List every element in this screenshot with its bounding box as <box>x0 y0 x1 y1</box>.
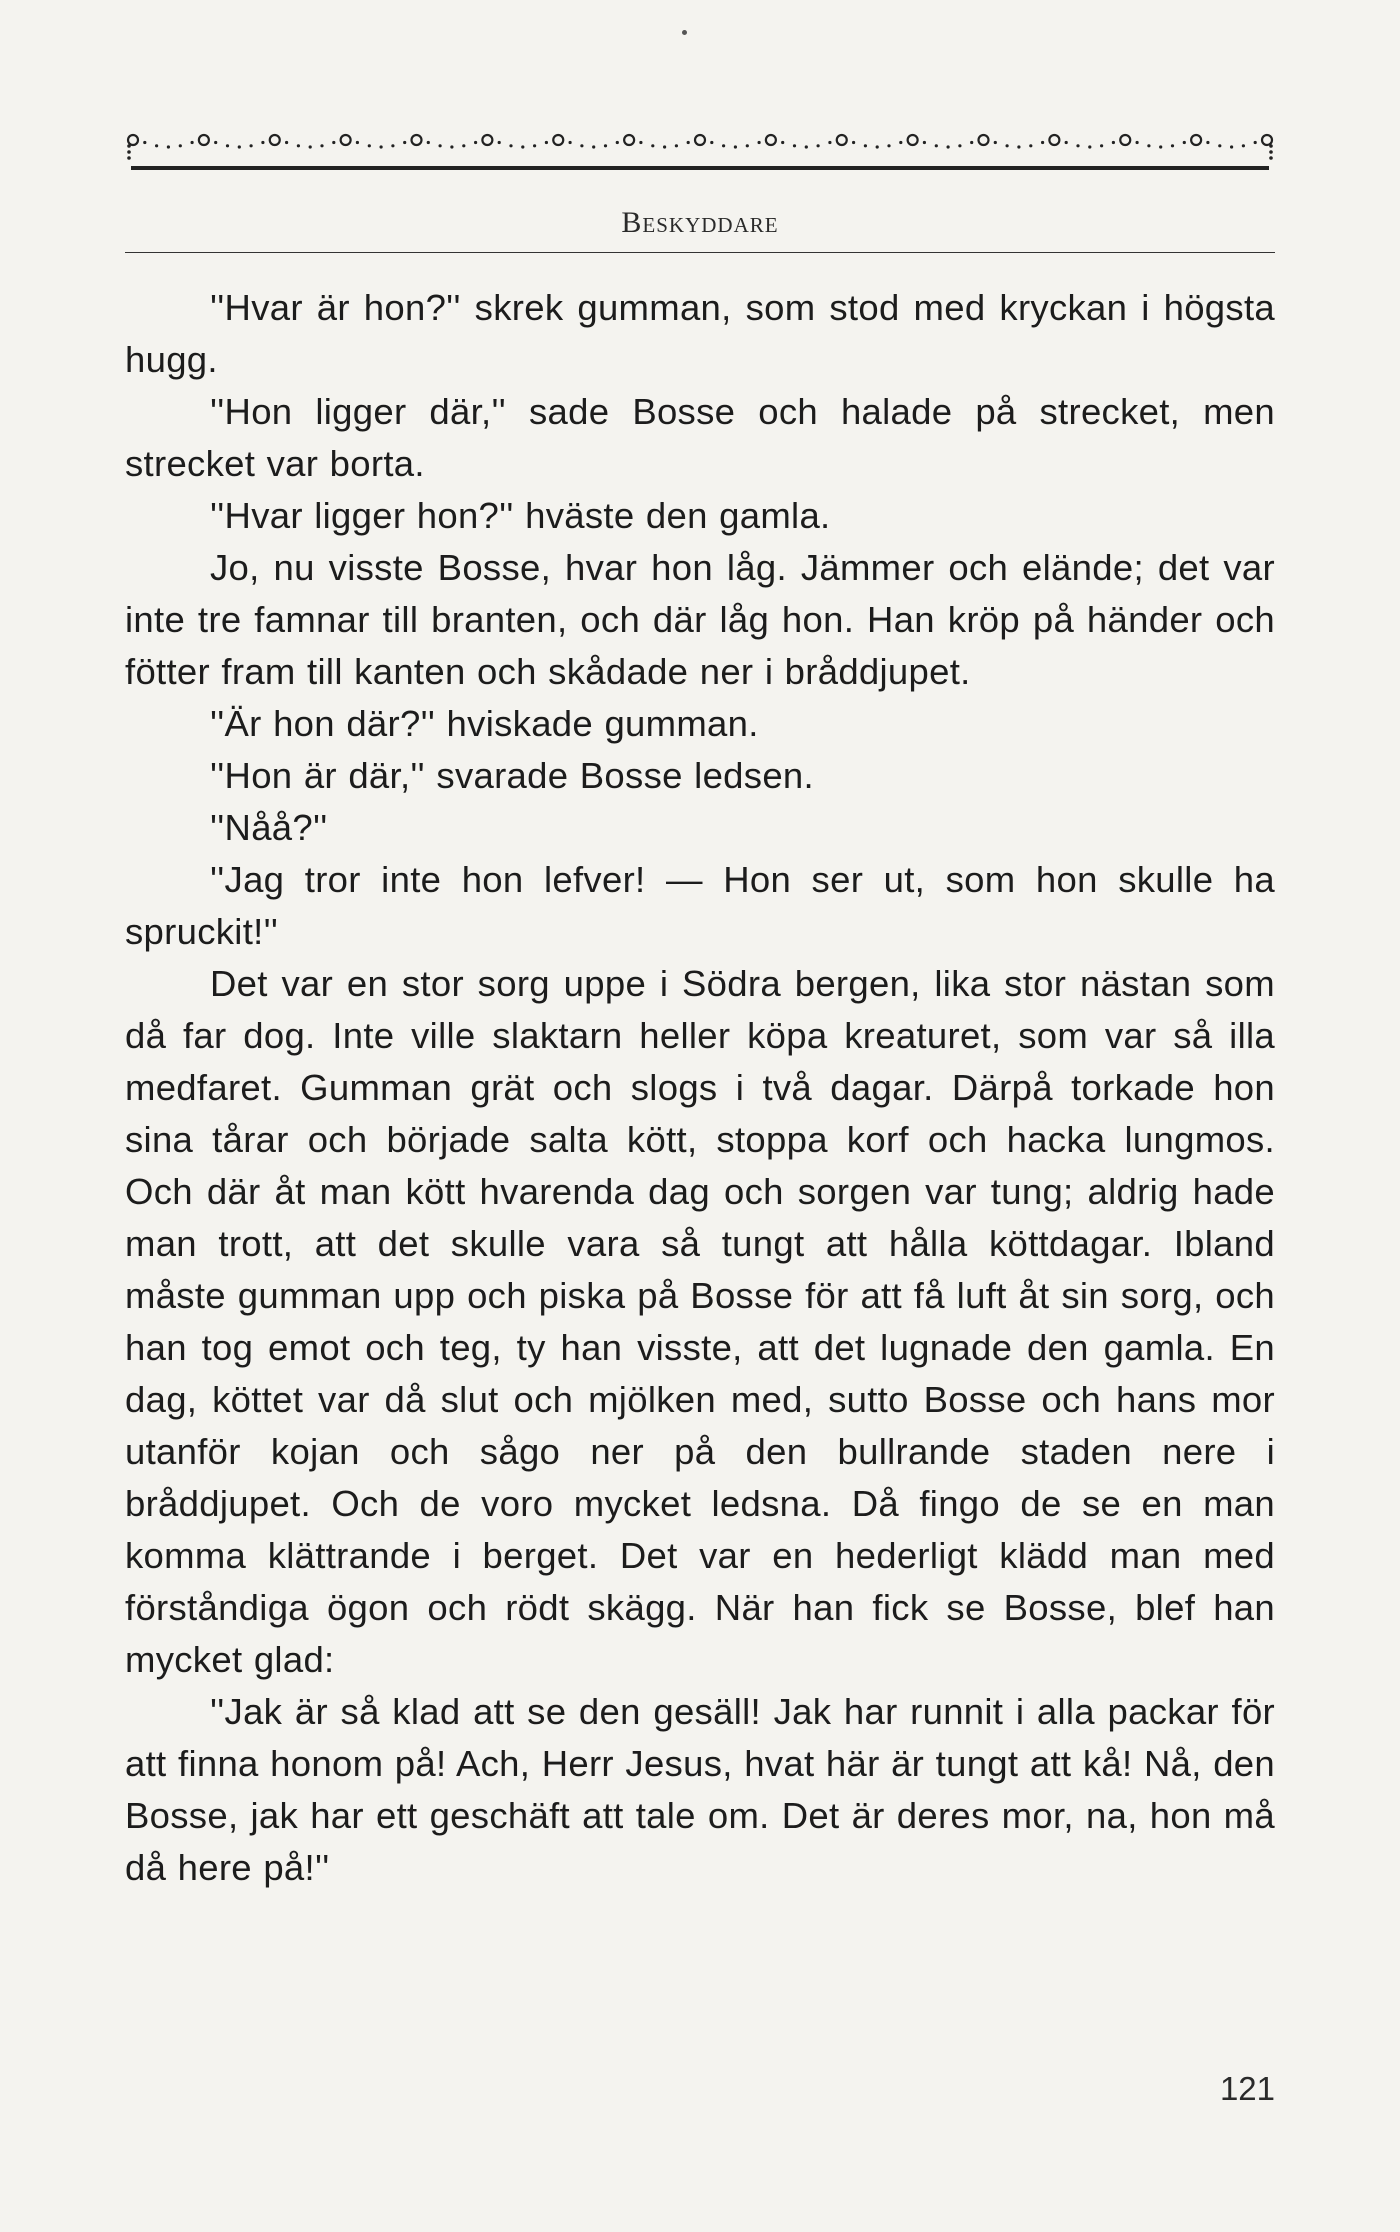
ornament-dot <box>214 141 217 144</box>
ornament-dot <box>639 141 642 144</box>
ornament-dot <box>356 141 359 144</box>
ornament-dot <box>545 141 548 144</box>
ornament-dot <box>297 144 300 147</box>
ornament-dot <box>1159 145 1162 148</box>
ornament-dot <box>793 144 796 147</box>
ornament-dot <box>1269 156 1273 160</box>
paragraph: ''Hvar är hon?'' skrek gumman, som stod med kryckan i högsta hugg. <box>125 287 1275 380</box>
ornament-dot <box>722 144 725 147</box>
ornament-dot <box>1017 145 1020 148</box>
paragraph: ''Hon är där,'' svarade Bosse ledsen. <box>210 755 814 796</box>
ornament-dot <box>368 144 371 147</box>
ornament-dot <box>710 141 713 144</box>
ornament-dot <box>127 156 131 160</box>
ornament-dot <box>309 145 312 148</box>
paragraph: ''Nåå?'' <box>210 807 328 848</box>
ornament-dot <box>1136 141 1139 144</box>
ornament-dot <box>167 145 170 148</box>
ornament-dot <box>569 141 572 144</box>
ornament-dot <box>1206 141 1209 144</box>
paragraph: ''Hvar ligger hon?'' hväste den gamla. <box>210 495 831 536</box>
ornament-dot <box>380 145 383 148</box>
header-divider <box>125 252 1275 253</box>
ornament-dot <box>687 141 690 144</box>
ornament-dot <box>1065 141 1068 144</box>
page-number: 121 <box>1219 2070 1275 2107</box>
body-text <box>125 282 1275 1894</box>
ornament-dot <box>521 145 524 148</box>
ornament-dot <box>285 141 288 144</box>
ornament-dot <box>580 144 583 147</box>
ornament-ring <box>482 135 492 145</box>
ornament-ring <box>1191 135 1201 145</box>
ornament-dot <box>1183 141 1186 144</box>
ornament-dot <box>923 141 926 144</box>
ornament-dot <box>191 141 194 144</box>
ornament-dot <box>864 144 867 147</box>
ornament-dot <box>127 144 131 148</box>
ornament-dot <box>935 144 938 147</box>
ornament-dot <box>1147 144 1150 147</box>
decorative-border-ornament <box>125 128 1275 172</box>
ornament-dot <box>887 144 890 147</box>
ornament-dot <box>403 141 406 144</box>
ornament-dot <box>1269 150 1273 154</box>
ornament-dot <box>852 141 855 144</box>
ornament-dot <box>391 144 394 147</box>
ornament-ring <box>1049 135 1059 145</box>
ornament-dot <box>1100 144 1103 147</box>
ornament-dot <box>1006 144 1009 147</box>
ornament-dot <box>592 145 595 148</box>
ornament-ring <box>199 135 209 145</box>
ornament-dot <box>155 144 158 147</box>
ornament-dot <box>746 144 749 147</box>
ornament-dot <box>899 141 902 144</box>
ornament-ring <box>270 135 280 145</box>
running-header: Beskyddare <box>621 206 779 239</box>
ornament-dot <box>947 145 950 148</box>
ornament-dot <box>450 145 453 148</box>
ornament-dot <box>1230 145 1233 148</box>
ornament-dot <box>876 145 879 148</box>
ornament-dot <box>970 141 973 144</box>
ornament-dot <box>781 141 784 144</box>
ornament-ring <box>128 135 138 145</box>
ornament-ring <box>695 135 705 145</box>
ornament-dot <box>663 145 666 148</box>
ornament-dot <box>533 144 536 147</box>
ornament-ring <box>412 135 422 145</box>
ornament-dot <box>1218 144 1221 147</box>
ornament-dot <box>651 144 654 147</box>
ornament-dot <box>1076 144 1079 147</box>
ornament-ring <box>341 135 351 145</box>
ornament-ring <box>553 135 563 145</box>
ornament-dot <box>1088 145 1091 148</box>
ornament-ring <box>624 135 634 145</box>
ornament-dot <box>1041 141 1044 144</box>
paragraph: ''Hon ligger där,'' sade Bosse och halade på strecket, men strecket var borta. <box>125 391 1275 484</box>
paragraph: ''Jag tror inte hon lefver! — Hon ser ut, som hon skulle ha spruckit!'' <box>125 859 1275 952</box>
ornament-dot <box>143 141 146 144</box>
ornament-dot <box>462 144 465 147</box>
ornament-ring <box>1262 135 1272 145</box>
ornament-dot <box>958 144 961 147</box>
ornament-ring <box>979 135 989 145</box>
ornament-dot <box>604 144 607 147</box>
ornament-dot <box>498 141 501 144</box>
ornament-dot <box>1269 144 1273 148</box>
ornament-dot <box>616 141 619 144</box>
ornament-ring <box>837 135 847 145</box>
ornament-dot <box>332 141 335 144</box>
ornament-dot <box>250 144 253 147</box>
ornament-dot <box>1112 141 1115 144</box>
ornament-dot <box>509 144 512 147</box>
ornament-dot <box>226 144 229 147</box>
ornament-dot <box>127 150 131 154</box>
ornament-dot <box>805 145 808 148</box>
ornament-dot <box>261 141 264 144</box>
ornament-ring <box>1120 135 1130 145</box>
ornament-dot <box>1254 141 1257 144</box>
paragraph: Jo, nu visste Bosse, hvar hon låg. Jämmer och elände; det var inte tre famnar till branten, och där låg hon. Han kröp på händer och fötter fram till kanten och skådade ner i bråddjupet. <box>125 547 1275 692</box>
ornament-dot <box>828 141 831 144</box>
ornament-dot <box>1171 144 1174 147</box>
paragraph: Det var en stor sorg uppe i Södra bergen, lika stor nästan som då far dog. Inte ville slaktarn heller köpa kreaturet, som var så illa medfaret. Gumman grät och slogs i två dagar. Därpå torkade hon sina tårar och började salta kött, stoppa korf och hacka lungmos. Och där åt man kött hvarenda dag och sorgen var tung; aldrig hade man trott, att det skulle vara så tungt att hålla köttdagar. Ibland måste gumman upp och piska på Bosse för att få luft åt sin sorg, och han tog emot och teg, ty han visste, att det lugnade den gamla. En dag, köttet var då slut och mjölken med, sutto Bosse och hans mor utanför kojan och sågo ner på den bullrande staden nere i bråddjupet. Och de voro mycket ledsna. Då fingo de se en man komma klättrande i berget. Det var en hederligt klädd man med förståndiga ögon och rödt skägg. När han fick se Bosse, blef han mycket glad: <box>125 963 1275 1680</box>
ornament-dot <box>320 144 323 147</box>
ornament-dot <box>817 144 820 147</box>
ornament-dot <box>675 144 678 147</box>
print-speck <box>682 30 687 35</box>
ornament-dot <box>474 141 477 144</box>
paragraph: ''Är hon där?'' hviskade gumman. <box>210 703 759 744</box>
ornament-ring <box>908 135 918 145</box>
ornament-ring <box>766 135 776 145</box>
ornament-dot <box>439 144 442 147</box>
ornament-dot <box>994 141 997 144</box>
ornament-dot <box>238 145 241 148</box>
ornament-dot <box>1242 144 1245 147</box>
ornament-dot <box>734 145 737 148</box>
ornament-dot <box>427 141 430 144</box>
ornament-dot <box>1029 144 1032 147</box>
paragraph: ''Jak är så klad att se den gesäll! Jak har runnit i alla packar för att finna honom på! Ach, Herr Jesus, hvat här är tungt att kå! Nå, den Bosse, jak har ett geschäft att tale om. Det är deres mor, na, hon må då here på!'' <box>125 1691 1275 1888</box>
ornament-dot <box>758 141 761 144</box>
ornament-dot <box>179 144 182 147</box>
